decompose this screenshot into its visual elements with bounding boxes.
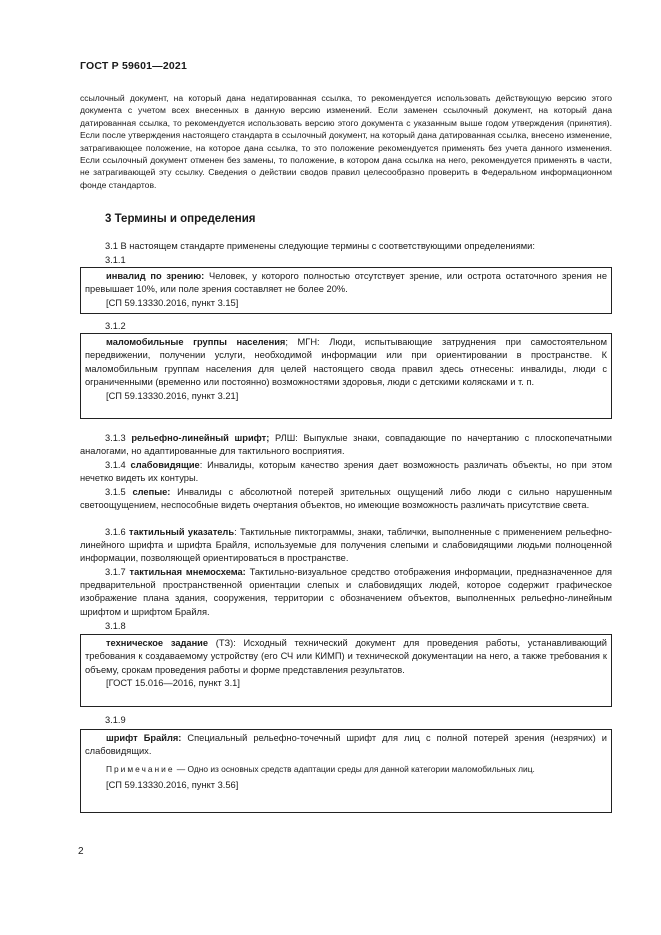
term-reference: [СП 59.13330.2016, пункт 3.21] xyxy=(106,390,239,401)
term-box-3-1-9 xyxy=(80,729,612,813)
term-box-3-1-1 xyxy=(80,267,612,314)
term-name: тактильный указатель xyxy=(129,527,235,537)
term-name: слабовидящие xyxy=(130,460,200,470)
term-text: ; МГН: Люди, испытывающие затруднения при самостоятельном передвижении, получении услуги, необходимой информации или при ориентировании в пространстве. К маломобильным группам населения для целей настоящего свода правил здесь отнесены: инвалиды, люди с ограниченными (временно или постоянно) возможностями здоровья, люди с детскими колясками и т. п. xyxy=(85,337,607,388)
term-number-3-1-2: 3.1.2 xyxy=(105,321,126,331)
page-number: 2 xyxy=(78,846,84,857)
term-text: Специальный рельефно-точечный шрифт для лиц с полной потерей зрения (незрячих) и слабовидящих. xyxy=(85,733,607,757)
term-name: маломобильные группы населения xyxy=(106,337,286,347)
term-definition xyxy=(85,270,607,297)
term-number: 3.1.6 xyxy=(105,527,126,537)
term-number-3-1-8: 3.1.8 xyxy=(105,621,126,631)
term-text: (ТЗ): Исходный технический документ для проведения работы, устанавливающий требования к создаваемому устройству (его СЧ или КИМП) и технической документации на него, а также требования к объему, срокам проведения работы и форме представления результатов. xyxy=(85,638,607,675)
term-name: слепые: xyxy=(132,487,171,497)
term-box-3-1-8 xyxy=(80,634,612,707)
term-3-1-6 xyxy=(80,526,612,566)
term-3-1-3 xyxy=(80,432,612,458)
term-name: тактильная мнемосхема: xyxy=(129,567,246,577)
term-text: Тактильно-визуальное средство отображения информации, предназначенное для предварительной пространственной ориентации слепых и слабовидящих людей, которое содержит графическое изображение плана здания, сооружения, территории с обозначением объектов, выполненных рельефно-линейным шрифтом и шрифтом Брайля. xyxy=(80,567,613,617)
term-reference: [СП 59.13330.2016, пункт 3.15] xyxy=(106,297,239,308)
term-name: техническое задание xyxy=(106,638,209,648)
term-name: шрифт Брайля: xyxy=(106,733,182,743)
note-label: Примечание xyxy=(106,763,175,774)
term-number: 3.1.7 xyxy=(105,567,126,577)
term-3-1-4 xyxy=(80,459,612,485)
term-definition xyxy=(85,732,607,759)
term-number: 3.1.5 xyxy=(105,487,126,497)
term-reference: [СП 59.13330.2016, пункт 3.56] xyxy=(106,779,239,790)
term-reference: [ГОСТ 15.016—2016, пункт 3.1] xyxy=(106,678,240,689)
term-number-3-1-9: 3.1.9 xyxy=(105,715,126,725)
term-text: Инвалиды с абсолютной потерей зрительных ощущений либо люди с сильно нарушенным светоощущением, неспособные видеть очертания объектов, но имеющие возможность различать присутствие света. xyxy=(80,487,612,511)
term-note xyxy=(85,763,607,775)
term-text: Человек, у которого полностью отсутствует зрение, или острота остаточного зрения не превышает 10%, или поле зрения составляет не более 20%. xyxy=(85,271,607,295)
term-definition xyxy=(85,336,607,390)
term-text: РЛШ: Выпуклые знаки, совпадающие по начертанию с плоскопечатными аналогами, но адаптированные для тактильного восприятия. xyxy=(80,433,612,457)
document-header: ГОСТ Р 59601—2021 xyxy=(80,60,188,72)
term-name: рельефно-линейный шрифт; xyxy=(131,433,270,443)
note-text: — Одно из основных средств адаптации среды для данной категории маломобильных лиц. xyxy=(174,763,535,774)
term-box-3-1-2 xyxy=(80,333,612,419)
term-number-3-1-1: 3.1.1 xyxy=(105,255,126,265)
term-text: : Инвалиды, которым качество зрения дает возможность различать объекты, но при этом нечетко видеть их контуры. xyxy=(80,460,612,484)
term-number: 3.1.3 xyxy=(105,433,126,443)
intro-paragraph: ссылочный документ, на который дана недатированная ссылка, то рекомендуется использовать действующую версию этого документа с учетом всех внесенных в данную версию изменений. Если заменен ссылочный документ, на который дана датированная ссылка, то рекомендуется использовать версию этого документа с указанным выше годом утверждения (принятия). Если после утверждения настоящего стандарта в ссылочный документ, на который дана датированная ссылка, внесено изменение, затрагивающее положение, на которое дана ссылка, то это положение рекомендуется применять без учета данного изменения. Если ссылочный документ отменен без замены, то положение, в котором дана ссылка на него, рекомендуется применять в части, не затрагивающей эту ссылку. Сведения о действии сводов правил целесообразно проверить в Федеральном информационном фонде стандартов. xyxy=(80,93,612,190)
term-definition xyxy=(85,637,607,677)
clause-3-1: 3.1 В настоящем стандарте применены следующие термины с соответствующими определениями: xyxy=(105,241,535,251)
term-name: инвалид по зрению: xyxy=(106,271,205,281)
term-text: : Тактильные пиктограммы, знаки, таблички, выполненные с применением рельефно-линейного шрифта и шрифта Брайля, используемые для получения слепыми и слабовидящими людьми полноценной информации, позволяющей ориентироваться в пространстве. xyxy=(80,527,612,564)
section-title: 3 Термины и определения xyxy=(105,213,256,225)
term-3-1-5 xyxy=(80,486,612,512)
term-number: 3.1.4 xyxy=(105,460,126,470)
term-3-1-7 xyxy=(80,566,612,619)
